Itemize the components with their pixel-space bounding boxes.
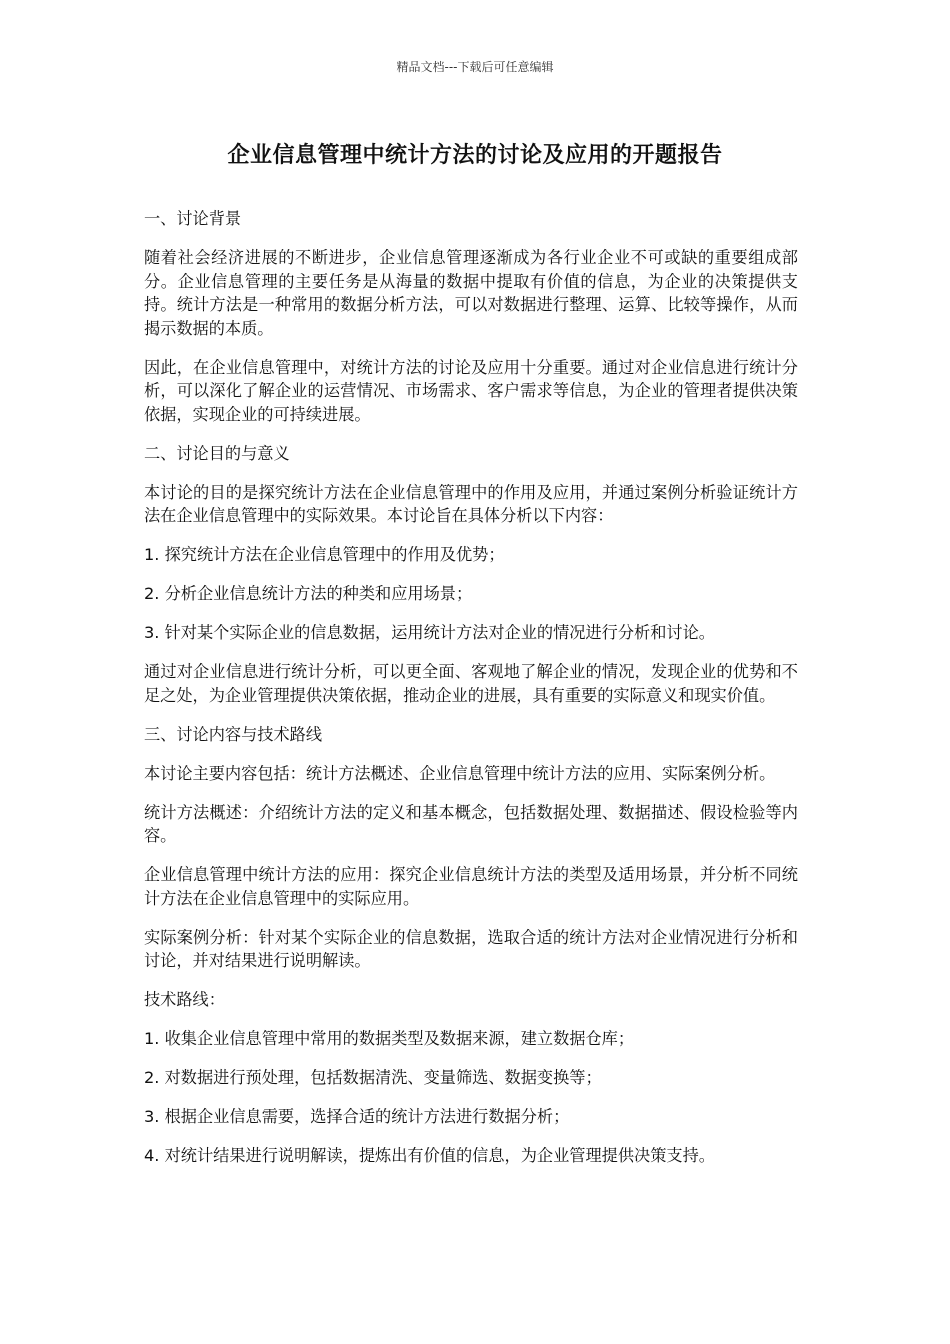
list-item-route-2: 2. 对数据进行预处理，包括数据清洗、变量筛选、数据变换等；	[144, 1068, 602, 1087]
list-item-route-4: 4. 对统计结果进行说明解读，提炼出有价值的信息，为企业管理提供决策支持。	[144, 1146, 715, 1165]
paragraph-background-1: 随着社会经济进展的不断进步，企业信息管理逐渐成为各行业企业不可或缺的重要组成部分。企业信息管理的主要任务是从海量的数据中提取有价值的信息，为企业的决策提供支持。统计方法是一种常用的数据分析方法，可以对数据进行整理、运算、比较等操作，从而揭示数据的本质。	[144, 248, 798, 338]
paragraph-content-application: 企业信息管理中统计方法的应用：探究企业信息统计方法的类型及适用场景，并分析不同统计方法在企业信息管理中的实际应用。	[144, 865, 798, 908]
section-heading-content: 三、讨论内容与技术路线	[144, 724, 323, 744]
section-heading-background: 一、讨论背景	[144, 209, 242, 228]
paragraph-purpose-intro: 本讨论的目的是探究统计方法在企业信息管理中的作用及应用，并通过案例分析验证统计方法在企业信息管理中的实际效果。本讨论旨在具体分析以下内容：	[144, 482, 798, 525]
list-item-purpose-2: 2. 分析企业信息统计方法的种类和应用场景；	[144, 584, 473, 603]
header-note: 精品文档---下载后可任意编辑	[396, 60, 554, 74]
list-item-route-1: 1. 收集企业信息管理中常用的数据类型及数据来源，建立数据仓库；	[144, 1029, 635, 1048]
paragraph-purpose-significance: 通过对企业信息进行统计分析，可以更全面、客观地了解企业的情况，发现企业的优势和不足之处，为企业管理提供决策依据，推动企业的进展，具有重要的实际意义和现实价值。	[144, 662, 798, 705]
document-title: 企业信息管理中统计方法的讨论及应用的开题报告	[227, 143, 723, 168]
list-item-route-3: 3. 根据企业信息需要，选择合适的统计方法进行数据分析；	[144, 1107, 570, 1126]
list-item-purpose-1: 1. 探究统计方法在企业信息管理中的作用及优势；	[144, 545, 505, 564]
paragraph-background-2: 因此，在企业信息管理中，对统计方法的讨论及应用十分重要。通过对企业信息进行统计分析，可以深化了解企业的运营情况、市场需求、客户需求等信息，为企业的管理者提供决策依据，实现企业的可持续进展。	[144, 357, 798, 424]
paragraph-technical-route-label: 技术路线：	[144, 990, 225, 1009]
document-body	[144, 207, 798, 1183]
paragraph-content-overview: 本讨论主要内容包括：统计方法概述、企业信息管理中统计方法的应用、实际案例分析。	[144, 763, 776, 783]
section-heading-purpose: 二、讨论目的与意义	[144, 443, 290, 463]
paragraph-content-methods: 统计方法概述：介绍统计方法的定义和基本概念，包括数据处理、数据描述、假设检验等内容。	[144, 802, 798, 845]
list-item-purpose-3: 3. 针对某个实际企业的信息数据，运用统计方法对企业的情况进行分析和讨论。	[144, 623, 715, 642]
paragraph-content-case: 实际案例分析：针对某个实际企业的信息数据，选取合适的统计方法对企业情况进行分析和讨论，并对结果进行说明解读。	[144, 927, 798, 970]
